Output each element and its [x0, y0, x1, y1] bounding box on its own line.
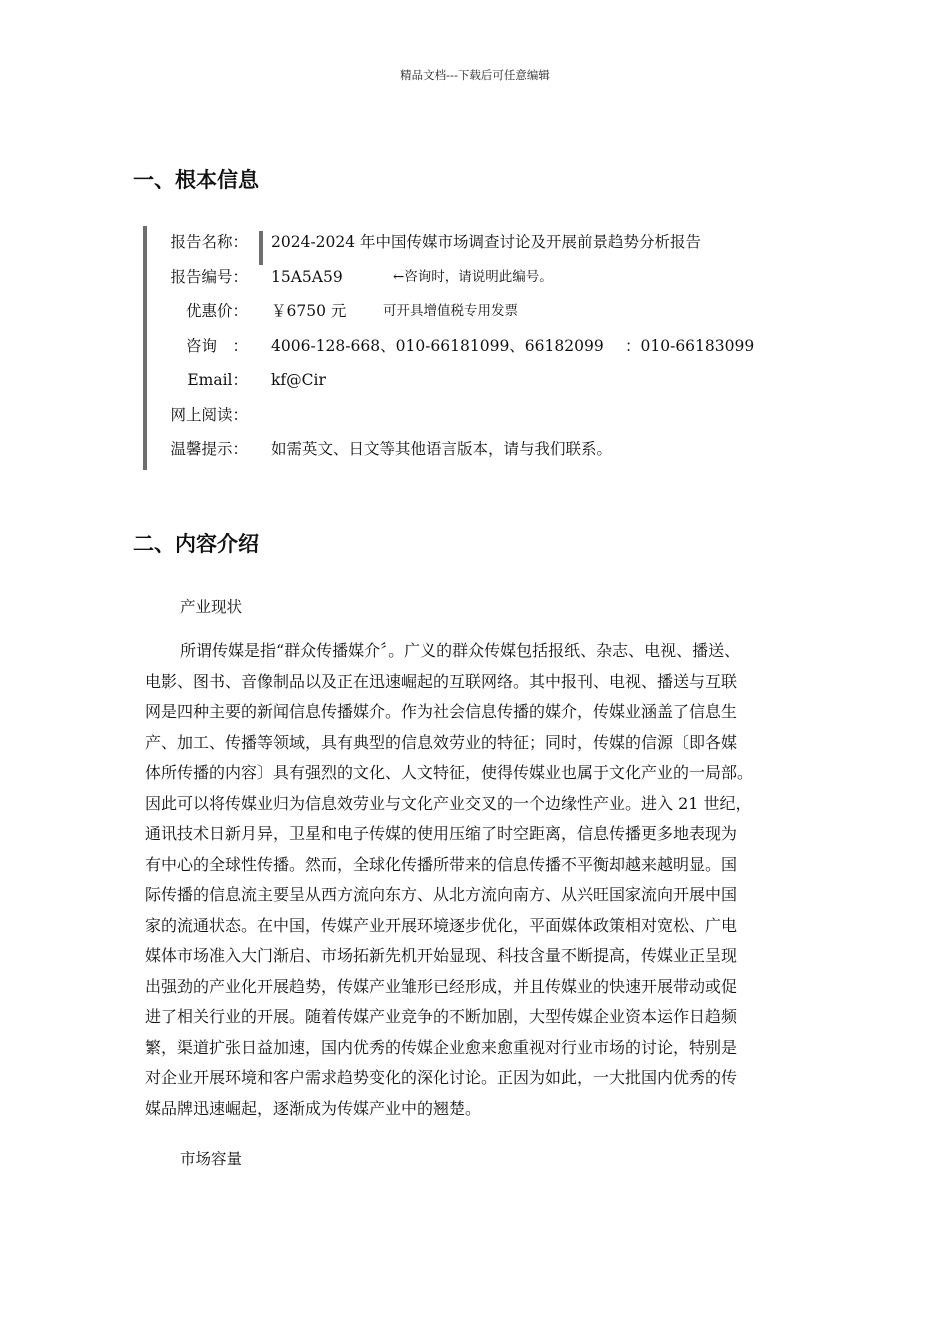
- info-row-report-name: [147, 230, 787, 254]
- report-code-note: ←咨询时，请说明此编号。: [393, 269, 553, 285]
- price-note: 可开具增值税专用发票: [383, 303, 518, 319]
- consult-label: 咨询 ：: [185, 337, 248, 355]
- paragraph-line: 出强劲的产业化开展趋势，传媒产业雏形已经形成，并且传媒业的快速开展带动或促: [145, 976, 738, 996]
- section-heading-basic-info: 一、根本信息: [133, 168, 259, 192]
- info-row-email: [147, 368, 787, 392]
- info-row-price: [147, 299, 787, 323]
- paragraph-line: 网是四种主要的新闻信息传播媒介。作为社会信息传播的媒介，传媒业涵盖了信息生: [145, 702, 738, 721]
- paragraph-line: 电影、图书、音像制品以及正在迅速崛起的互联网络。其中报刊、电视、播送与互联: [145, 671, 738, 691]
- paragraph-line: 对企业开展环境和客户需求趋势变化的深化讨论。正因为如此，一大批国内优秀的传: [145, 1068, 738, 1087]
- paragraph-line: 通讯技术日新月异，卫星和电子传媒的使用压缩了时空距离，信息传播更多地表现为: [145, 824, 738, 843]
- consult-fax-value: ：010-66183099: [625, 337, 755, 355]
- consult-phone-value: 4006-128-668、010-66181099、66182099: [271, 337, 604, 355]
- subtitle-market-capacity: 市场容量: [180, 1150, 243, 1168]
- paragraph-line: 有中心的全球性传播。然而，全球化传播所带来的信息传播不平衡却越来越明显。国: [145, 854, 738, 874]
- report-code-label: 报告编号：: [170, 268, 248, 286]
- page-header: 精品文档---下载后可任意编辑: [400, 68, 550, 82]
- paragraph-line: 所谓传媒是指“群众传播媒介〞。广义的群众传媒包括报纸、杂志、电视、播送、: [180, 641, 741, 660]
- report-name-label: 报告名称：: [170, 233, 248, 251]
- price-value: ￥6750 元: [271, 302, 347, 320]
- paragraph-line: 媒体市场准入大门渐启、市场拓新先机开始显现、科技含量不断提高，传媒业正呈现: [145, 946, 738, 965]
- value-divider-bar: [259, 231, 263, 265]
- info-box: [143, 226, 787, 470]
- email-label: Email：: [187, 371, 248, 389]
- subtitle-industry-status: 产业现状: [180, 598, 243, 616]
- report-code-value: 15A5A59: [271, 268, 343, 286]
- info-row-online: [147, 403, 787, 427]
- paragraph-line: 媒品牌迅速崛起，逐渐成为传媒产业中的翘楚。: [145, 1098, 482, 1118]
- paragraph-line: 际传播的信息流主要呈从西方流向东方、从北方流向南方、从兴旺国家流向开展中国: [145, 885, 738, 904]
- paragraph-line: 因此可以将传媒业归为信息效劳业与文化产业交叉的一个边缘性产业。进入 21 世纪，: [145, 793, 752, 813]
- paragraph-line: 产、加工、传播等领域，具有典型的信息效劳业的特征；同时，传媒的信源〔即各媒: [145, 732, 738, 752]
- paragraph-line: 进了相关行业的开展。随着传媒产业竞争的不断加剧，大型传媒企业资本运作日趋频: [145, 1007, 738, 1026]
- paragraph-line: 体所传播的内容〕具有强烈的文化、人文特征，使得传媒业也属于文化产业的一局部。: [145, 763, 754, 782]
- tip-label: 温馨提示：: [170, 440, 248, 458]
- report-name-value: 2024-2024 年中国传媒市场调查讨论及开展前景趋势分析报告: [271, 233, 702, 251]
- section-heading-content: 二、内容介绍: [133, 532, 259, 556]
- paragraph-line: 繁，渠道扩张日益加速，国内优秀的传媒企业愈来愈重视对行业市场的讨论，特别是: [145, 1037, 738, 1057]
- industry-paragraph: [145, 636, 807, 1124]
- email-value[interactable]: kf@Cir: [271, 371, 326, 389]
- tip-value: 如需英文、日文等其他语言版本，请与我们联系。: [271, 440, 613, 458]
- info-row-report-code: [147, 265, 787, 289]
- info-row-consult: [147, 334, 787, 358]
- paragraph-line: 家的流通状态。在中国，传媒产业开展环境逐步优化，平面媒体政策相对宽松、广电: [145, 915, 738, 935]
- info-row-tip: [147, 437, 787, 461]
- online-label: 网上阅读：: [170, 406, 248, 424]
- price-label: 优惠价：: [185, 302, 248, 320]
